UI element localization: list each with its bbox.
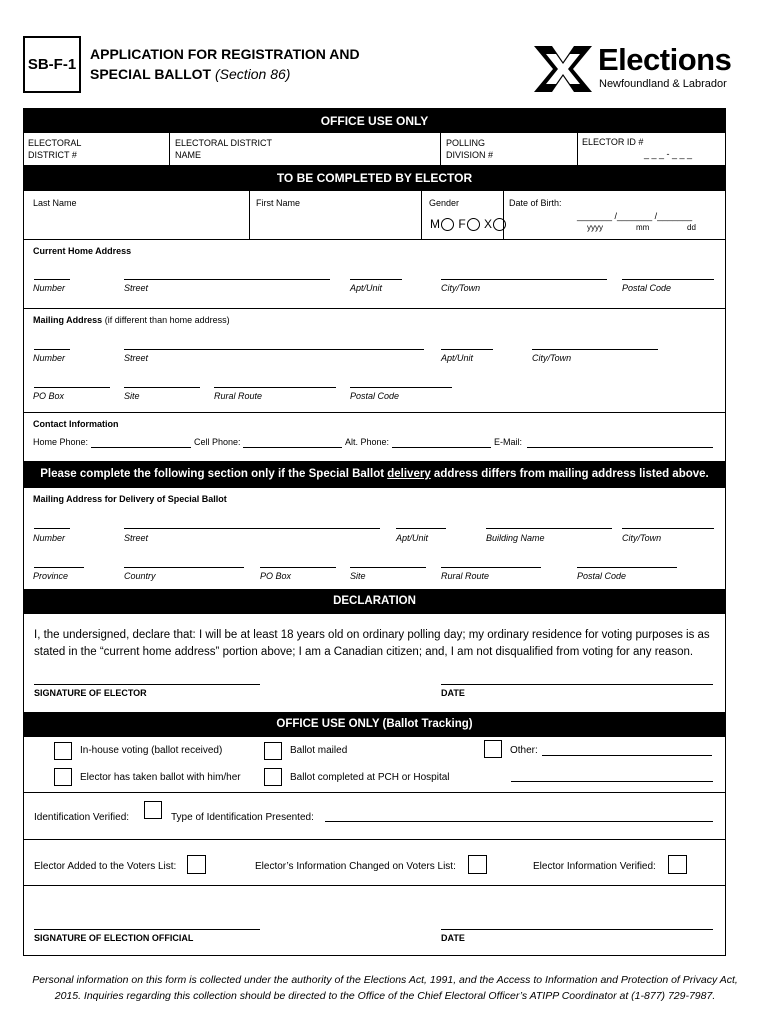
divider — [24, 792, 725, 793]
privacy-notice-line-2: 2015. Inquiries regarding this collection should be directed to the Office of the Chief Electoral Officer’s ATIPP Coordinator at (1-877) 729-7987. — [54, 990, 716, 1002]
divider — [24, 239, 725, 240]
home-street-field[interactable] — [124, 279, 330, 280]
delivery-street-field[interactable] — [124, 528, 380, 529]
delivery-section-header: Please complete the following section only if the Special Ballot delivery address differs from mailing address listed above. — [24, 461, 725, 488]
delivery-street-caption: Street — [124, 533, 149, 543]
official-signature-label: SIGNATURE OF ELECTION OFFICIAL — [34, 933, 194, 943]
delivery-city-field[interactable] — [622, 528, 714, 529]
cell-phone-label: Cell Phone: — [194, 437, 241, 447]
ballot-completed-checkbox[interactable] — [264, 768, 282, 786]
mail-apt-field[interactable] — [441, 349, 493, 350]
logo-word: Elections — [598, 42, 732, 77]
delivery-province-field[interactable] — [34, 567, 84, 568]
mail-postal-field[interactable] — [350, 387, 452, 388]
home-address-label: Current Home Address — [33, 246, 132, 256]
gender-label: Gender — [429, 198, 460, 208]
divider — [577, 133, 578, 165]
logo-subtitle: Newfoundland & Labrador — [599, 78, 727, 90]
mail-street-field[interactable] — [124, 349, 424, 350]
home-phone-field[interactable] — [91, 447, 191, 448]
ballot-taken-label: Elector has taken ballot with him/her — [80, 772, 241, 783]
polling-division-label: POLLING DIVISION # — [446, 138, 494, 160]
mail-number-field[interactable] — [34, 349, 70, 350]
inhouse-voting-checkbox[interactable] — [54, 742, 72, 760]
divider — [169, 133, 170, 165]
declaration-text: I, the undersigned, declare that: I will be at least 18 years old on ordinary polling day; my ordinary residence for voting purposes is as stated in the “current home address” portion above; I am a Canadian citizen; and, I am not disqualified from voting for any reason. — [34, 629, 710, 658]
home-apt-field[interactable] — [350, 279, 402, 280]
info-verified-label: Elector Information Verified: — [533, 861, 656, 872]
home-apt-caption: Apt/Unit — [350, 283, 383, 293]
elector-signature-label: SIGNATURE OF ELECTOR — [34, 688, 147, 698]
delivery-building-field[interactable] — [486, 528, 612, 529]
added-to-list-label: Elector Added to the Voters List: — [34, 861, 177, 872]
title-special-ballot: SPECIAL BALLOT — [90, 66, 212, 82]
inhouse-voting-label: In-house voting (ballot received) — [80, 745, 223, 756]
form-title — [90, 44, 360, 84]
mail-postal-caption: Postal Code — [350, 391, 400, 401]
delivery-rural-route-field[interactable] — [441, 567, 541, 568]
gender-f-radio[interactable] — [467, 218, 480, 231]
ballot-completed-label: Ballot completed at PCH or Hospital — [290, 772, 450, 783]
added-to-list-checkbox[interactable] — [187, 855, 206, 874]
delivery-country-caption: Country — [124, 571, 156, 581]
home-street-caption: Street — [124, 283, 149, 293]
divider — [421, 191, 422, 239]
x-mark-icon — [532, 42, 594, 94]
mail-pobox-field[interactable] — [34, 387, 110, 388]
mail-street-caption: Street — [124, 353, 149, 363]
privacy-notice — [20, 972, 750, 1004]
date-of-birth-label: Date of Birth: — [509, 198, 562, 208]
email-field[interactable] — [527, 447, 713, 448]
delivery-rural-route-caption: Rural Route — [441, 571, 490, 581]
gender-m-radio[interactable] — [441, 218, 454, 231]
home-postal-field[interactable] — [622, 279, 714, 280]
divider — [24, 412, 725, 413]
id-type-label: Type of Identification Presented: — [171, 812, 314, 823]
gender-m-label: M — [430, 217, 440, 231]
other-field-line-2[interactable] — [511, 781, 713, 782]
form-code-box — [23, 36, 81, 93]
divider — [249, 191, 250, 239]
contact-information-label: Contact Information — [33, 419, 119, 429]
dob-dd: dd — [687, 223, 696, 232]
declaration-date-label: DATE — [441, 688, 465, 698]
mail-city-caption: City/Town — [532, 353, 572, 363]
mail-site-field[interactable] — [124, 387, 200, 388]
delivery-pobox-field[interactable] — [260, 567, 336, 568]
home-number-caption: Number — [33, 283, 66, 293]
ballot-tracking-header: OFFICE USE ONLY (Ballot Tracking) — [24, 712, 725, 737]
divider — [24, 308, 725, 309]
office-use-header: OFFICE USE ONLY — [24, 109, 725, 133]
elections-logo — [532, 42, 732, 94]
title-line-1: APPLICATION FOR REGISTRATION AND — [90, 46, 360, 62]
delivery-number-field[interactable] — [34, 528, 70, 529]
home-number-field[interactable] — [34, 279, 70, 280]
mail-site-caption: Site — [124, 391, 140, 401]
mail-city-field[interactable] — [532, 349, 658, 350]
delivery-address-label: Mailing Address for Delivery of Special Ballot — [33, 494, 227, 504]
elector-section-header: TO BE COMPLETED BY ELECTOR — [24, 165, 725, 191]
ballot-mailed-label: Ballot mailed — [290, 745, 348, 756]
delivery-site-caption: Site — [350, 571, 366, 581]
ballot-taken-checkbox[interactable] — [54, 768, 72, 786]
gender-x-radio[interactable] — [493, 218, 506, 231]
elector-id-field[interactable]: _ _ _ - _ _ _ — [644, 149, 693, 159]
divider — [24, 839, 725, 840]
delivery-pobox-caption: PO Box — [260, 571, 292, 581]
last-name-label: Last Name — [33, 198, 77, 208]
alt-phone-label: Alt. Phone: — [345, 437, 390, 447]
delivery-city-caption: City/Town — [622, 533, 662, 543]
declaration-header: DECLARATION — [24, 589, 725, 614]
other-label: Other: — [510, 745, 538, 756]
elector-id-label: ELECTOR ID # — [582, 137, 644, 147]
divider — [24, 885, 725, 886]
alt-phone-field[interactable] — [392, 447, 491, 448]
title-line-2 — [90, 64, 360, 84]
info-changed-checkbox[interactable] — [468, 855, 487, 874]
application-form — [23, 108, 726, 956]
info-verified-checkbox[interactable] — [668, 855, 687, 874]
id-verified-checkbox[interactable] — [144, 801, 162, 819]
delivery-apt-field[interactable] — [396, 528, 446, 529]
dob-yyyy: yyyy — [587, 223, 603, 232]
electoral-district-name-label: ELECTORAL DISTRICT NAME — [175, 138, 273, 160]
delivery-site-field[interactable] — [350, 567, 426, 568]
delivery-province-caption: Province — [33, 571, 69, 581]
mail-rural-route-caption: Rural Route — [214, 391, 263, 401]
mail-apt-caption: Apt/Unit — [441, 353, 474, 363]
dob-mm: mm — [636, 223, 650, 232]
mail-number-caption: Number — [33, 353, 66, 363]
id-type-field[interactable] — [325, 821, 713, 822]
delivery-country-field[interactable] — [124, 567, 244, 568]
mail-rural-route-field[interactable] — [214, 387, 336, 388]
form-code: SB-F-1 — [27, 56, 77, 73]
email-label: E-Mail: — [494, 437, 523, 447]
ballot-mailed-checkbox[interactable] — [264, 742, 282, 760]
id-verified-label: Identification Verified: — [34, 812, 130, 823]
official-date-field[interactable] — [441, 929, 713, 930]
home-city-caption: City/Town — [441, 283, 481, 293]
delivery-postal-caption: Postal Code — [577, 571, 627, 581]
official-signature-field[interactable] — [34, 929, 260, 930]
official-date-label: DATE — [441, 933, 465, 943]
delivery-number-caption: Number — [33, 533, 66, 543]
other-field[interactable] — [542, 755, 712, 756]
gender-f-label: F — [458, 217, 466, 231]
first-name-label: First Name — [256, 198, 301, 208]
gender-x-label: X — [484, 217, 493, 231]
cell-phone-field[interactable] — [243, 447, 342, 448]
delivery-building-caption: Building Name — [486, 533, 545, 543]
title-section: (Section 86) — [214, 66, 291, 82]
gender-options — [430, 217, 507, 231]
delivery-postal-field[interactable] — [577, 567, 677, 568]
elector-signature-field[interactable] — [34, 684, 260, 685]
privacy-notice-line-1: Personal information on this form is collected under the authority of the Elections Act, 1991, and the Access to Information and Protection of Privacy Act, — [32, 974, 738, 986]
home-postal-caption: Postal Code — [622, 283, 672, 293]
home-city-field[interactable] — [441, 279, 607, 280]
mail-pobox-caption: PO Box — [33, 391, 65, 401]
info-changed-label: Elector’s Information Changed on Voters List: — [255, 861, 456, 872]
other-checkbox[interactable] — [484, 740, 502, 758]
date-of-birth-field[interactable]: _______ /_______ /_______ — [577, 211, 693, 221]
divider — [440, 133, 441, 165]
delivery-apt-caption: Apt/Unit — [396, 533, 429, 543]
declaration-date-field[interactable] — [441, 684, 713, 685]
electoral-district-number-label: ELECTORAL DISTRICT # — [28, 138, 82, 160]
divider — [503, 191, 504, 239]
home-phone-label: Home Phone: — [33, 437, 89, 447]
mailing-address-label: Mailing Address (if different than home address) — [33, 315, 230, 325]
